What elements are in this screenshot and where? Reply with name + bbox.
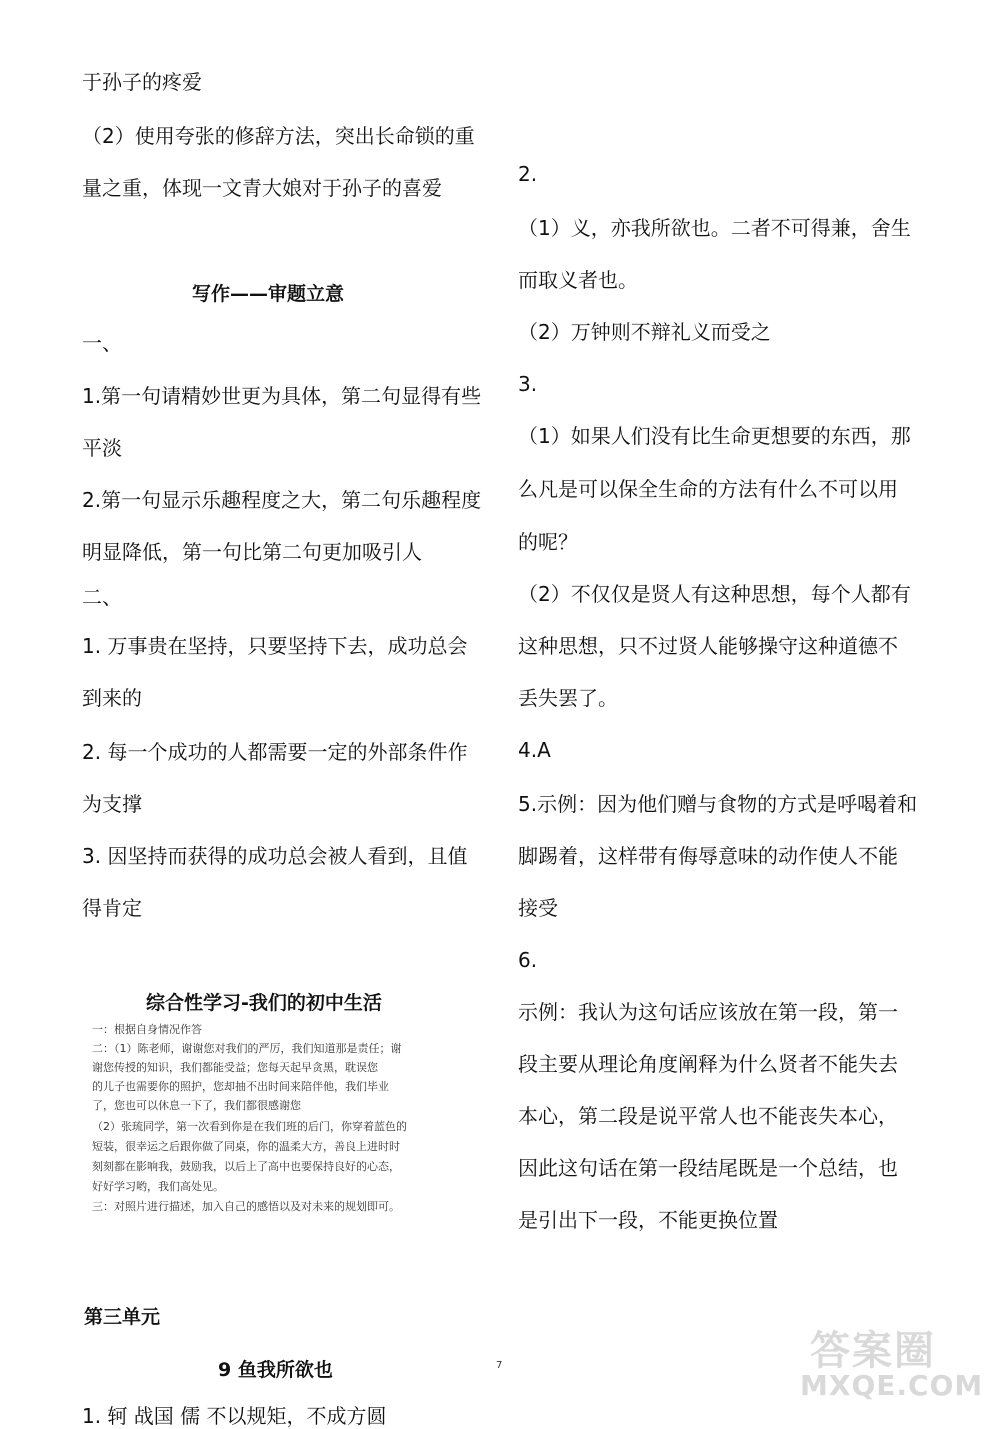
text-line: 4.A [518, 738, 551, 762]
text-line: 得肯定 [82, 896, 142, 920]
text-line: 丢失罢了。 [518, 686, 618, 710]
text-line: 这种思想，只不过贤人能够操守这种道德不 [518, 634, 898, 658]
text-line: （1）如果人们没有比生命更想要的东西，那 [518, 424, 911, 448]
text-line: （2）使用夸张的修辞方法，突出长命锁的重 [82, 124, 475, 148]
text-line: （1）义，亦我所欲也。二者不可得兼，舍生 [518, 216, 911, 240]
text-line: 段主要从理论角度阐释为什么贤者不能失去 [518, 1052, 898, 1076]
section-heading-integrated-learning: 综合性学习-我们的初中生活 [146, 992, 382, 1014]
small-text-line: 了，您也可以休息一下了，我们都很感谢您 [92, 1099, 301, 1112]
text-line: 示例：我认为这句话应该放在第一段，第一 [518, 1000, 898, 1024]
watermark-line1: 答案圈 [810, 1328, 936, 1374]
text-line: 脚踢着，这样带有侮辱意味的动作使人不能 [518, 844, 898, 868]
text-line: 1. 万事贵在坚持，只要坚持下去，成功总会 [82, 634, 468, 658]
text-line: 本心，第二段是说平常人也不能丧失本心， [518, 1104, 898, 1128]
text-line: 明显降低，第一句比第二句更加吸引人 [82, 540, 422, 564]
text-line: 么凡是可以保全生命的方法有什么不可以用 [518, 477, 898, 501]
text-line: 是引出下一段，不能更换位置 [518, 1208, 778, 1232]
text-line: 2. 每一个成功的人都需要一定的外部条件作 [82, 740, 468, 764]
text-line: 1.第一句请精妙世更为具体，第二句显得有些 [82, 384, 482, 408]
text-line: 5.示例：因为他们赠与食物的方式是呼喝着和 [518, 792, 918, 816]
text-line: 二、 [82, 585, 122, 609]
small-text-line: 短装，很幸运之后跟你做了同桌，你的温柔大方，善良上进时时 [92, 1140, 400, 1153]
small-text-line: 一：根据自身情况作答 [92, 1023, 202, 1036]
text-line: 3. [518, 372, 538, 396]
small-text-line: 刻刻都在影响我，鼓励我，以后上了高中也要保持良好的心态， [92, 1160, 400, 1173]
text-line: 2.第一句显示乐趣程度之大，第二句乐趣程度 [82, 488, 482, 512]
small-text-line: （2）张琉同学，第一次看到你是在我们班的后门，你穿着蓝色的 [92, 1120, 407, 1133]
text-line: 2. [518, 162, 538, 186]
text-line: 3. 因坚持而获得的成功总会被人看到，且值 [82, 844, 468, 868]
section-heading-writing: 写作——审题立意 [192, 283, 345, 305]
small-text-line: 谢您传授的知识，我们都能受益；您每天起早贪黑，耽误您 [92, 1061, 378, 1074]
unit-heading: 第三单元 [84, 1306, 161, 1328]
page-number: 7 [496, 1360, 503, 1371]
text-line: 于孙子的疼爱 [82, 70, 202, 94]
watermark-line2: MXQE.COM [800, 1369, 984, 1402]
text-line: 而取义者也。 [518, 268, 638, 292]
text-line: 1. 轲 战国 儒 不以规矩，不成方圆 [82, 1404, 387, 1428]
small-text-line: 二：（1）陈老师，谢谢您对我们的严厉，我们知道那是责任；谢 [92, 1042, 402, 1055]
text-line: 的呢？ [518, 530, 578, 554]
text-line: 量之重，体现一文青大娘对于孙子的喜爱 [82, 176, 442, 200]
text-line: （2）不仅仅是贤人有这种思想，每个人都有 [518, 582, 911, 606]
text-line: （2）万钟则不辩礼义而受之 [518, 320, 771, 344]
watermark-logo [800, 1319, 990, 1409]
text-line: 为支撑 [82, 792, 142, 816]
text-line: 接受 [518, 896, 558, 920]
lesson-heading: 9 鱼我所欲也 [218, 1359, 333, 1381]
text-line: 到来的 [82, 686, 142, 710]
small-text-line: 好好学习哟，我们高处见。 [92, 1180, 224, 1193]
text-line: 6. [518, 948, 538, 972]
text-line: 因此这句话在第一段结尾既是一个总结，也 [518, 1156, 898, 1180]
small-text-line: 的儿子也需要你的照护，您却抽不出时间来陪伴他，我们毕业 [92, 1080, 389, 1093]
text-line: 一、 [82, 331, 122, 355]
small-text-line: 三：对照片进行描述，加入自己的感悟以及对未来的规划即可。 [92, 1200, 400, 1213]
text-line: 平淡 [82, 436, 122, 460]
